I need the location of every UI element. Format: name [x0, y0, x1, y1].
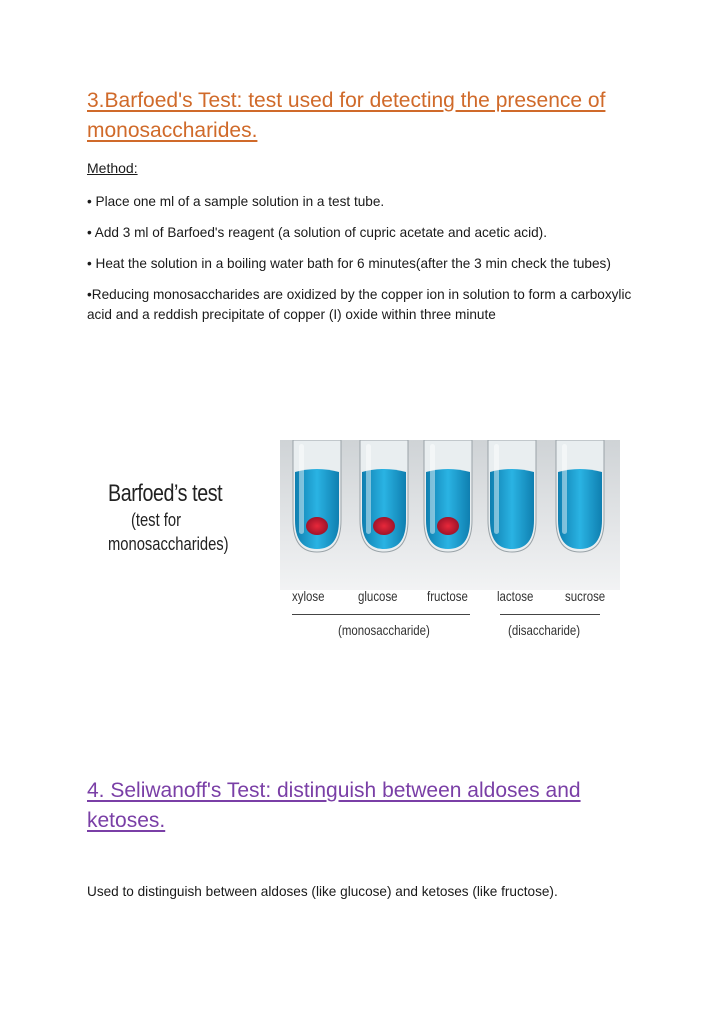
tube-highlight [562, 444, 567, 534]
method-step: • Place one ml of a sample solution in a test tube. [87, 194, 385, 209]
tube-label-xylose: xylose [292, 588, 325, 604]
tube-label-sucrose: sucrose [565, 588, 606, 604]
method-step: •Reducing monosaccharides are oxidized by the copper ion in solution to form a carboxylic acid and a reddish precipitate of copper (I) oxide within three minute [87, 287, 632, 322]
test-tube-glucose [360, 440, 408, 552]
tube-label-lactose: lactose [497, 588, 534, 604]
section-4-paragraph: Used to distinguish between aldoses (like glucose) and ketoses (like fructose). [87, 884, 558, 899]
red-precipitate [437, 517, 459, 535]
method-label: Method: [87, 160, 138, 176]
section-4-heading: 4. Seliwanoff's Test: distinguish between aldoses and ketoses. [87, 779, 581, 832]
method-step: • Heat the solution in a boiling water bath for 6 minutes(after the 3 min check the tubes) [87, 256, 611, 271]
method-steps [87, 192, 642, 336]
red-precipitate [373, 517, 395, 535]
figure-caption-sub1: (test for [130, 510, 181, 530]
test-tube-fructose [424, 440, 472, 552]
test-tube-xylose [293, 440, 341, 552]
test-tube-sucrose [556, 440, 604, 552]
monosaccharide-bracket [292, 614, 470, 615]
monosaccharide-group-label: (monosaccharide) [338, 622, 430, 638]
tube-label-glucose: glucose [358, 588, 398, 604]
disaccharide-group-label: (disaccharide) [508, 622, 581, 638]
tube-highlight [430, 444, 435, 534]
red-precipitate [306, 517, 328, 535]
test-tubes-photo [280, 440, 620, 590]
test-tube-lactose [488, 440, 536, 552]
disaccharide-bracket [500, 614, 600, 615]
method-step: • Add 3 ml of Barfoed's reagent (a solution of cupric acetate and acetic acid). [87, 225, 547, 240]
figure-caption-sub2: monosaccharides) [108, 534, 229, 554]
tube-highlight [299, 444, 304, 534]
section-3-heading: 3.Barfoed's Test: test used for detecting the presence of monosaccharides. [87, 89, 606, 142]
tube-label-fructose: fructose [427, 588, 468, 604]
tube-highlight [494, 444, 499, 534]
tube-highlight [366, 444, 371, 534]
figure-caption [108, 480, 248, 556]
figure-caption-title: Barfoed’s test [108, 480, 223, 507]
